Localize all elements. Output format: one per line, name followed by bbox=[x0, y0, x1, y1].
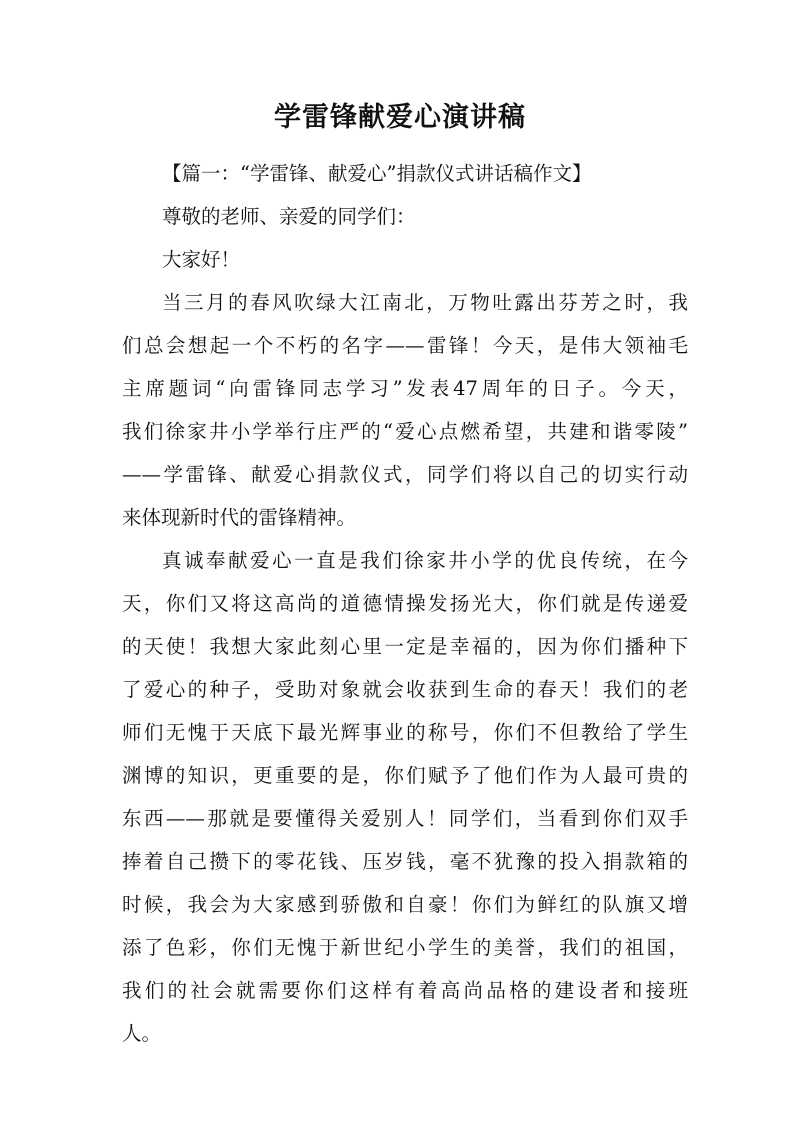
text-line: 的天使！我想大家此刻心里一定是幸福的，因为你们播种下 bbox=[122, 635, 688, 658]
document-title: 学雷锋献爱心演讲稿 bbox=[274, 102, 526, 133]
text-line: 来体现新时代的雷锋精神。 bbox=[122, 506, 357, 529]
text-line: 了爱心的种子，受助对象就会收获到生命的春天！我们的老 bbox=[122, 678, 688, 701]
text-line: 真诚奉献爱心一直是我们徐家井小学的优良传统，在今 bbox=[162, 549, 688, 572]
text-line: 我们的社会就需要你们这样有着高尚品格的建设者和接班 bbox=[122, 979, 688, 1002]
text-line: 师们无愧于天底下最光辉事业的称号，你们不但教给了学生 bbox=[122, 721, 688, 744]
text-line: 东西——那就是要懂得关爱别人！同学们，当看到你们双手 bbox=[122, 807, 688, 830]
text-line: 【篇一：“学雷锋、献爱心”捐款仪式讲话稿作文】 bbox=[162, 162, 592, 185]
text-line: 尊敬的老师、亲爱的同学们： bbox=[162, 205, 416, 228]
text-line: 大家好！ bbox=[162, 248, 241, 271]
text-line: ——学雷锋、献爱心捐款仪式，同学们将以自己的切实行动 bbox=[122, 463, 688, 486]
text-line: 渊博的知识，更重要的是，你们赋予了他们作为人最可贵的 bbox=[122, 764, 688, 787]
text-line: 主席题词“向雷锋同志学习”发表47周年的日子。今天， bbox=[122, 377, 688, 400]
text-line: 捧着自己攒下的零花钱、压岁钱，毫不犹豫的投入捐款箱的 bbox=[122, 850, 688, 873]
text-line: 们总会想起一个不朽的名字——雷锋！今天，是伟大领袖毛 bbox=[122, 334, 688, 357]
text-line: 时候，我会为大家感到骄傲和自豪！你们为鲜红的队旗又增 bbox=[122, 893, 688, 916]
text-line: 添了色彩，你们无愧于新世纪小学生的美誉，我们的祖国， bbox=[122, 936, 688, 959]
text-line: 当三月的春风吹绿大江南北，万物吐露出芬芳之时，我 bbox=[162, 291, 688, 314]
text-line: 我们徐家井小学举行庄严的“爱心点燃希望，共建和谐零陵” bbox=[122, 420, 688, 443]
text-line: 天，你们又将这高尚的道德情操发扬光大，你们就是传递爱 bbox=[122, 592, 688, 615]
document-body bbox=[122, 156, 688, 1059]
text-line: 人。 bbox=[122, 1022, 162, 1045]
